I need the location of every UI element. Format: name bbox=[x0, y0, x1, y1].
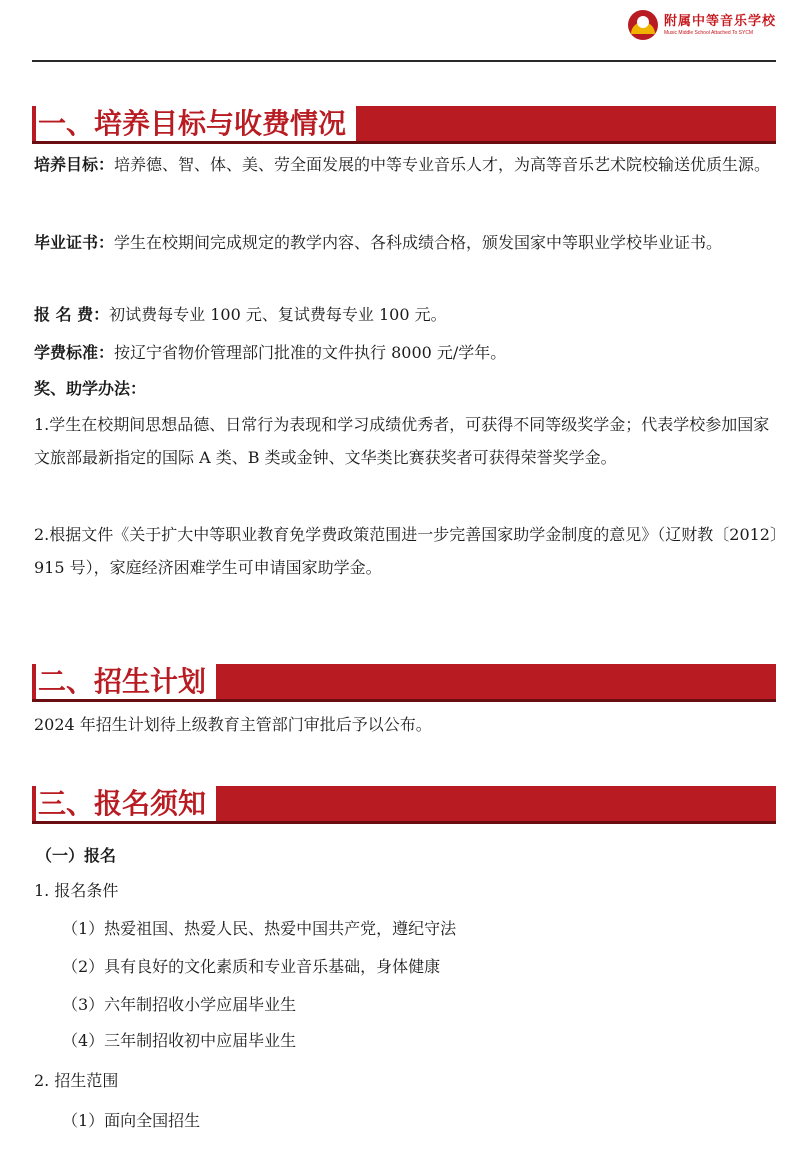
section-2-title: 二、招生计划 bbox=[36, 664, 216, 699]
certificate-text: 学生在校期间完成规定的教学内容、各科成绩合格，颁发国家中等职业学校毕业证书。 bbox=[114, 233, 723, 252]
registration-fee-paragraph bbox=[34, 298, 778, 331]
registration-fee-text: 初试费每专业 100 元、复试费每专业 100 元。 bbox=[109, 305, 447, 324]
condition-item-3: （3）六年制招收小学应届毕业生 bbox=[62, 995, 297, 1014]
tuition-paragraph bbox=[34, 336, 778, 369]
range-item-1: （1）面向全国招生 bbox=[62, 1111, 201, 1130]
condition-item-4: （4）三年制招收初中应届毕业生 bbox=[62, 1031, 297, 1050]
scholarship-item-1: 1.学生在校期间思想品德、日常行为表现和学习成绩优秀者，可获得不同等级奖学金；代表学校参加国家文旅部最新指定的国际 A 类、B 类或金钟、文华类比赛获奖者可获得荣誉奖学金。 bbox=[34, 415, 770, 467]
certificate-label: 毕业证书： bbox=[34, 233, 115, 252]
condition-item-2: （2）具有良好的文化素质和专业音乐基础，身体健康 bbox=[62, 957, 441, 976]
enrollment-plan-text: 2024 年招生计划待上级教育主管部门审批后予以公布。 bbox=[34, 715, 432, 734]
school-emblem-icon bbox=[628, 10, 658, 40]
enrollment-range-heading: 2. 招生范围 bbox=[34, 1071, 119, 1090]
logo-chinese-name: 附属中等音乐学校 bbox=[663, 13, 776, 29]
section-1-header bbox=[32, 106, 776, 144]
scholarship-item-2: 2.根据文件《关于扩大中等职业教育免学费政策范围进一步完善国家助学金制度的意见》（辽财教〔2012〕915 号），家庭经济困难学生可申请国家助学金。 bbox=[34, 525, 778, 577]
logo-english-name: Music Middle School Attached To SYCM bbox=[663, 29, 754, 36]
training-goal-paragraph bbox=[34, 148, 778, 181]
registration-fee-label: 报 名 费： bbox=[34, 305, 110, 324]
section-2-header bbox=[32, 664, 776, 702]
tuition-text: 按辽宁省物价管理部门批准的文件执行 8000 元/学年。 bbox=[114, 343, 507, 362]
header-divider bbox=[32, 60, 776, 62]
section-1-title: 一、培养目标与收费情况 bbox=[36, 106, 356, 141]
section-3-title: 三、报名须知 bbox=[36, 786, 216, 821]
certificate-paragraph bbox=[34, 226, 778, 259]
training-goal-label: 培养目标： bbox=[34, 155, 115, 174]
tuition-label: 学费标准： bbox=[34, 343, 115, 362]
registration-subheading: （一）报名 bbox=[36, 846, 117, 865]
condition-item-1: （1）热爱祖国、热爱人民、热爱中国共产党，遵纪守法 bbox=[62, 919, 457, 938]
logo-text bbox=[664, 14, 776, 37]
training-goal-text: 培养德、智、体、美、劳全面发展的中等专业音乐人才，为高等音乐艺术院校输送优质生源。 bbox=[114, 155, 771, 174]
scholarship-label: 奖、助学办法： bbox=[34, 379, 147, 398]
registration-conditions-heading: 1. 报名条件 bbox=[34, 881, 119, 900]
scholarship-heading bbox=[34, 372, 778, 405]
section-3-header bbox=[32, 786, 776, 824]
school-logo bbox=[628, 10, 776, 40]
